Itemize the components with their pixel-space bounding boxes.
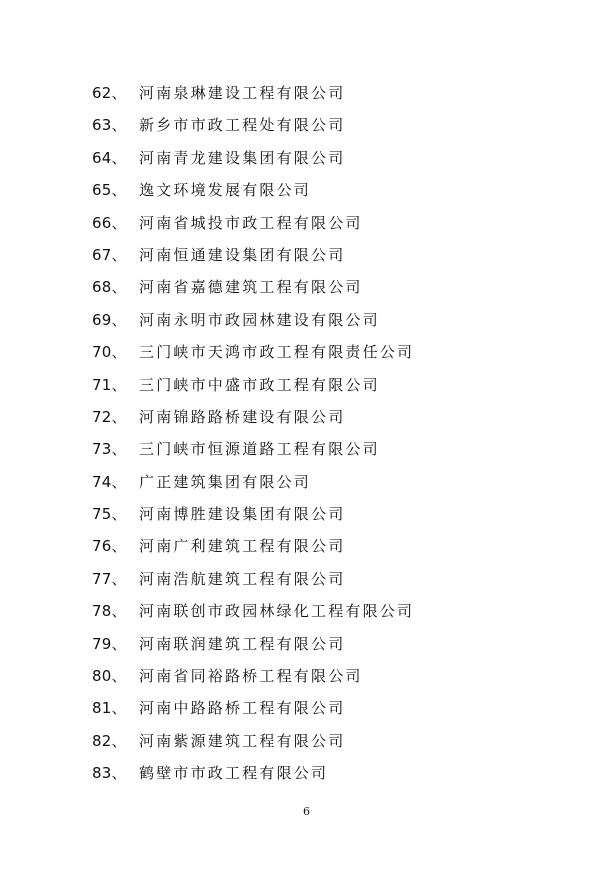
company-name: 河南联创市政园林绿化工程有限公司 (139, 602, 415, 621)
item-number: 68、 (92, 278, 127, 297)
company-name: 三门峡市恒源道路工程有限公司 (139, 440, 380, 459)
list-item (0, 466, 613, 498)
item-number: 66、 (92, 213, 127, 232)
list-item (0, 77, 613, 109)
company-name: 逸文环境发展有限公司 (139, 181, 312, 200)
item-number: 63、 (92, 116, 127, 135)
company-name: 河南博胜建设集团有限公司 (139, 505, 346, 524)
page-number: 6 (303, 805, 310, 818)
list-item (0, 239, 613, 271)
list-item (0, 660, 613, 692)
item-number: 71、 (92, 375, 127, 394)
list-item (0, 271, 613, 303)
item-number: 72、 (92, 407, 127, 426)
company-name: 河南泉琳建设工程有限公司 (139, 84, 346, 102)
company-list (0, 77, 613, 790)
company-name: 三门峡市天鸿市政工程有限责任公司 (139, 343, 415, 362)
company-name: 河南广利建筑工程有限公司 (139, 537, 346, 556)
list-item (0, 142, 613, 174)
company-name: 广正建筑集团有限公司 (139, 472, 312, 491)
item-number: 79、 (92, 634, 127, 653)
list-item (0, 628, 613, 660)
item-number: 74、 (92, 472, 127, 491)
company-name: 鹤壁市市政工程有限公司 (139, 764, 329, 783)
item-number: 76、 (92, 537, 127, 556)
item-number: 73、 (92, 440, 127, 459)
list-item (0, 692, 613, 724)
company-name: 河南省同裕路桥工程有限公司 (139, 667, 363, 686)
company-name: 河南浩航建筑工程有限公司 (139, 569, 346, 588)
list-item (0, 498, 613, 530)
item-number: 83、 (92, 764, 127, 783)
list-item (0, 336, 613, 368)
list-item (0, 109, 613, 141)
company-name: 新乡市市政工程处有限公司 (139, 116, 346, 135)
company-name: 河南联润建筑工程有限公司 (139, 634, 346, 653)
item-number: 70、 (92, 343, 127, 362)
item-number: 65、 (92, 181, 127, 200)
list-item (0, 369, 613, 401)
item-number: 81、 (92, 699, 127, 718)
list-item (0, 174, 613, 206)
list-item (0, 757, 613, 789)
list-item (0, 401, 613, 433)
item-number: 77、 (92, 569, 127, 588)
list-item (0, 433, 613, 465)
list-item (0, 595, 613, 627)
item-number: 69、 (92, 310, 127, 329)
item-number: 78、 (92, 602, 127, 621)
company-name: 河南锦路路桥建设有限公司 (139, 407, 346, 426)
company-name: 河南紫源建筑工程有限公司 (139, 731, 346, 750)
item-number: 82、 (92, 731, 127, 750)
list-item (0, 207, 613, 239)
company-name: 河南青龙建设集团有限公司 (139, 148, 346, 167)
company-name: 三门峡市中盛市政工程有限公司 (139, 375, 380, 394)
company-name: 河南恒通建设集团有限公司 (139, 245, 346, 264)
list-item (0, 530, 613, 562)
company-name: 河南省嘉德建筑工程有限公司 (139, 278, 363, 297)
company-name: 河南中路路桥工程有限公司 (139, 699, 346, 718)
company-name: 河南永明市政园林建设有限公司 (139, 310, 380, 329)
item-number: 67、 (92, 245, 127, 264)
list-item (0, 725, 613, 757)
item-number: 75、 (92, 505, 127, 524)
item-number: 64、 (92, 148, 127, 167)
item-number: 62、 (92, 84, 127, 102)
list-item (0, 563, 613, 595)
item-number: 80、 (92, 667, 127, 686)
list-item (0, 304, 613, 336)
company-name: 河南省城投市政工程有限公司 (139, 213, 363, 232)
